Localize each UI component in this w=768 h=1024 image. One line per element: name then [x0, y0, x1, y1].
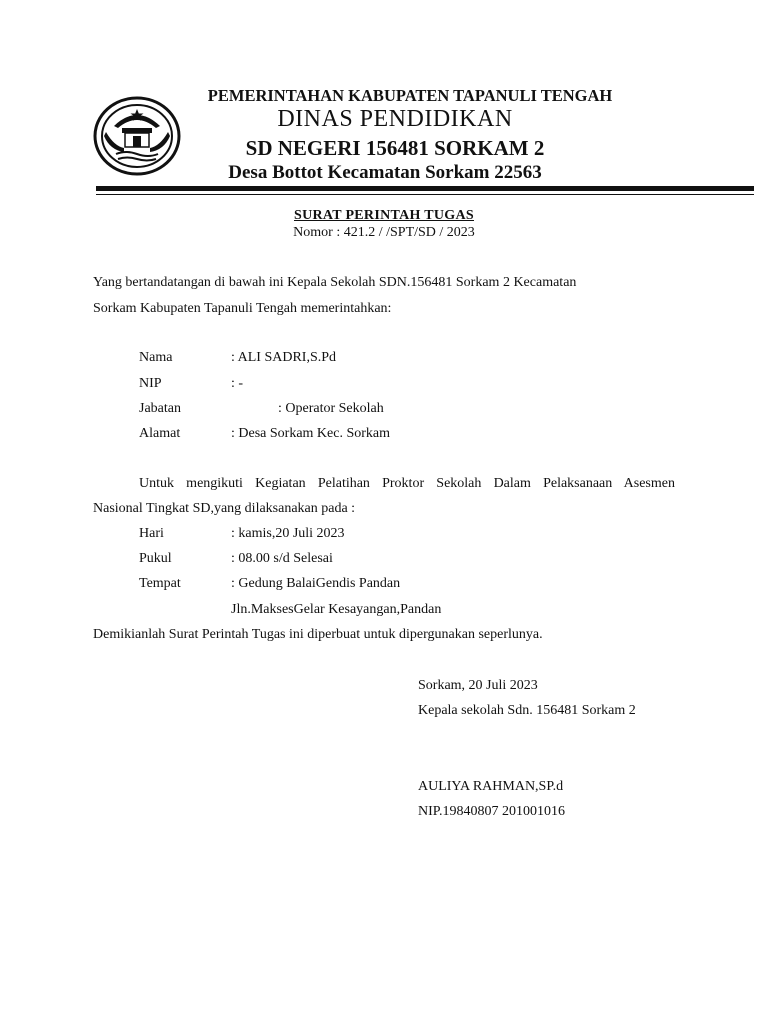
field-value-pukul: : 08.00 s/d Selesai [231, 551, 333, 566]
field-value-alamat: : Desa Sorkam Kec. Sorkam [231, 426, 391, 441]
field-label-hari: Hari [139, 526, 164, 541]
field-value-hari: : kamis,20 Juli 2023 [231, 526, 345, 541]
department-name: DINAS PENDIDIKAN [277, 106, 513, 132]
field-label-tempat: Tempat [139, 576, 181, 591]
document-number: Nomor : 421.2 / /SPT/SD / 2023 [293, 225, 475, 240]
field-label-jabatan: Jabatan [139, 401, 181, 416]
purpose-line-1: Untuk mengikuti Kegiatan Pelatihan Proktor Sekolah Dalam Pelaksanaan Asesmen [139, 476, 675, 491]
signature-place-date: Sorkam, 20 Juli 2023 [418, 678, 538, 693]
intro-line-1: Yang bertandatangan di bawah ini Kepala Sekolah SDN.156481 Sorkam 2 Kecamatan [93, 275, 577, 290]
signatory-name: AULIYA RAHMAN,SP.d [418, 779, 564, 794]
signature-position: Kepala sekolah Sdn. 156481 Sorkam 2 [418, 703, 636, 718]
field-label-nip: NIP [139, 376, 162, 391]
government-name: PEMERINTAHAN KABUPATEN TAPANULI TENGAH [207, 86, 613, 105]
field-label-pukul: Pukul [139, 551, 172, 566]
purpose-line-2: Nasional Tingkat SD,yang dilaksanakan pada : [93, 501, 356, 516]
field-value-nip: : - [231, 376, 244, 391]
letterhead-divider-thick [96, 186, 754, 191]
field-value-jabatan: : Operator Sekolah [278, 401, 384, 416]
letterhead-divider-thin [96, 194, 754, 195]
field-value-tempat: : Gedung BalaiGendis Pandan [231, 576, 401, 591]
field-value-nama: : ALI SADRI,S.Pd [231, 350, 337, 365]
closing-statement: Demikianlah Surat Perintah Tugas ini diperbuat untuk dipergunakan seperlunya. [93, 627, 543, 642]
field-label-nama: Nama [139, 350, 173, 365]
field-value-tempat-line-2: Jln.MaksesGelar Kesayangan,Pandan [231, 602, 442, 617]
school-name: SD NEGERI 156481 SORKAM 2 [245, 136, 545, 160]
signatory-nip: NIP.19840807 201001016 [418, 804, 566, 819]
document-title: SURAT PERINTAH TUGAS [293, 208, 474, 223]
intro-line-2: Sorkam Kabupaten Tapanuli Tengah memerintahkan: [93, 301, 392, 316]
field-label-alamat: Alamat [139, 426, 181, 441]
school-address: Desa Bottot Kecamatan Sorkam 22563 [228, 162, 542, 183]
